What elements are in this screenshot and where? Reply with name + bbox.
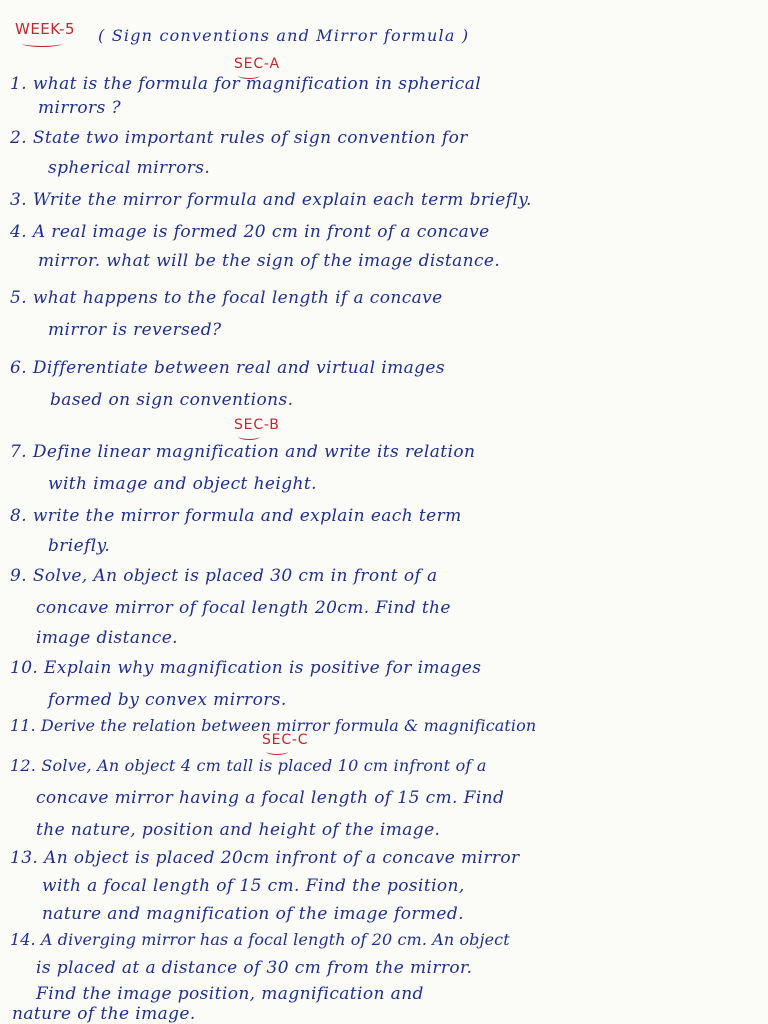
question-line: Find the image position, magnification and	[36, 984, 424, 1004]
question-line: 1. what is the formula for magnification in spherical	[10, 74, 482, 94]
question-line: 10. Explain why magnification is positive for images	[10, 658, 482, 678]
question-line: briefly.	[48, 536, 111, 556]
section-heading-c: SEC-C	[262, 732, 309, 748]
question-line: 13. An object is placed 20cm infront of a concave mirror	[10, 848, 520, 868]
question-line: 14. A diverging mirror has a focal length of 20 cm. An object	[10, 930, 510, 949]
week-underline	[22, 40, 62, 47]
question-line: 3. Write the mirror formula and explain each term briefly.	[10, 190, 532, 210]
question-line: 8. write the mirror formula and explain each term	[10, 506, 462, 526]
question-line: 6. Differentiate between real and virtual images	[10, 358, 445, 378]
question-line: with a focal length of 15 cm. Find the position,	[42, 876, 465, 896]
section-heading-b: SEC-B	[234, 417, 280, 433]
question-line: mirror is reversed?	[48, 320, 222, 340]
question-line: mirror. what will be the sign of the image distance.	[38, 251, 501, 271]
question-line: based on sign conventions.	[50, 390, 294, 410]
question-line: 11. Derive the relation between mirror formula & magnification	[10, 716, 537, 735]
question-line: nature and magnification of the image formed.	[42, 904, 464, 924]
question-line: 5. what happens to the focal length if a concave	[10, 288, 443, 308]
question-line: mirrors ?	[38, 98, 122, 118]
question-line: is placed at a distance of 30 cm from the mirror.	[36, 958, 473, 978]
question-line: 4. A real image is formed 20 cm in front of a concave	[10, 222, 490, 242]
worksheet-title: ( Sign conventions and Mirror formula )	[98, 26, 470, 45]
question-line: concave mirror of focal length 20cm. Find the	[36, 598, 451, 618]
question-line: spherical mirrors.	[48, 158, 211, 178]
question-line: with image and object height.	[48, 474, 317, 494]
section-c-underline	[266, 748, 288, 755]
question-line: 7. Define linear magnification and write its relation	[10, 442, 476, 462]
question-line: formed by convex mirrors.	[48, 690, 287, 710]
question-line: 9. Solve, An object is placed 30 cm in front of a	[10, 566, 438, 586]
question-line: concave mirror having a focal length of 15 cm. Find	[36, 788, 505, 808]
question-line: the nature, position and height of the image.	[36, 820, 441, 840]
section-b-underline	[238, 433, 260, 440]
question-line: 2. State two important rules of sign convention for	[10, 128, 468, 148]
question-line: 12. Solve, An object 4 cm tall is placed 10 cm infront of a	[10, 756, 487, 775]
question-line: nature of the image.	[12, 1004, 196, 1024]
section-heading-a: SEC-A	[234, 56, 280, 72]
week-label: WEEK-5	[15, 20, 76, 38]
question-line: image distance.	[36, 628, 178, 648]
